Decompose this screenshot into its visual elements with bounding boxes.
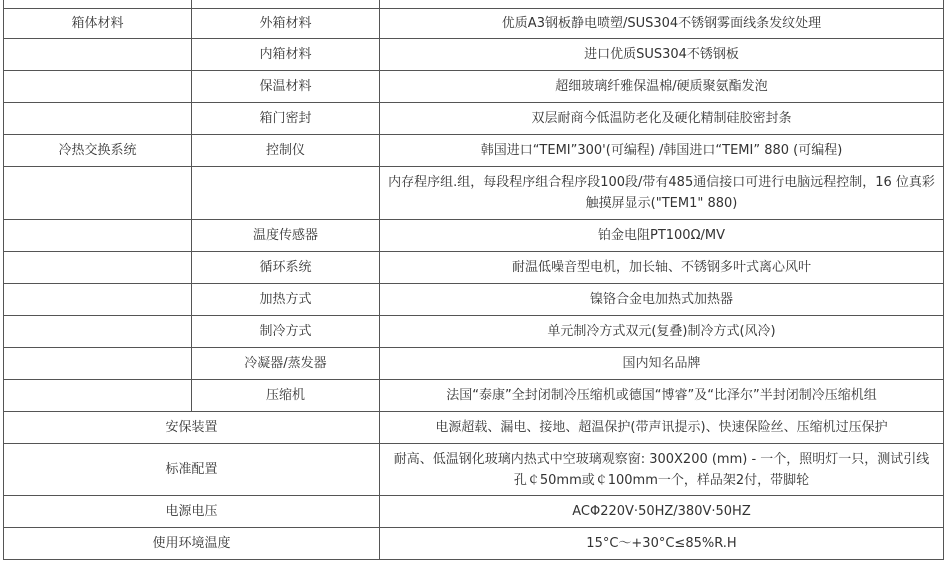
category-cell	[4, 39, 192, 71]
value-cell: 超细玻璃纤雅保温棉/硬质聚氨酯发泡	[380, 71, 944, 103]
category-cell	[4, 252, 192, 284]
item-cell: 冷凝器/蒸发器	[192, 348, 380, 380]
value-cell: 耐高、低温钢化玻璃内热式中空玻璃观察窗: 300X200 (mm) - 一个，照明灯一只，测试引线孔￠50mm或￠100mm一个，样品架2付，带脚轮	[380, 444, 944, 496]
value-cell: 双层耐商今低温防老化及硬化精制硅胶密封条	[380, 103, 944, 135]
category-cell	[4, 316, 192, 348]
item-cell: 温度传感器	[192, 220, 380, 252]
table-row	[4, 71, 944, 103]
value-cell: 镍铬合金电加热式加热器	[380, 284, 944, 316]
category-cell: 冷热交换系统	[4, 135, 192, 167]
item-cell: 循环系统	[192, 252, 380, 284]
wide-label-cell: 使用环境温度	[4, 528, 380, 560]
value-cell: 进口优质SUS304不锈钢板	[380, 39, 944, 71]
item-cell: 外箱材料	[192, 9, 380, 39]
wide-label-cell: 电源电压	[4, 496, 380, 528]
item-cell: 箱门密封	[192, 103, 380, 135]
category-cell	[4, 220, 192, 252]
table-row	[4, 380, 944, 412]
table-row	[4, 496, 944, 528]
value-cell: 优质A3钢板静电喷塑/SUS304不锈钢雾面线条发纹处理	[380, 9, 944, 39]
table-row	[4, 316, 944, 348]
category-cell	[4, 380, 192, 412]
category-cell	[4, 71, 192, 103]
item-cell: 制冷方式	[192, 316, 380, 348]
table-row	[4, 252, 944, 284]
table-row	[4, 444, 944, 496]
value-cell: 耐温低噪音型电机，加长轴、不锈钢多叶式离心风叶	[380, 252, 944, 284]
table-row	[4, 167, 944, 220]
table-row	[4, 9, 944, 39]
item-cell: 内箱材料	[192, 39, 380, 71]
value-cell: 电源超载、漏电、接地、超温保护(带声讯提示)、快速保险丝、压缩机过压保护	[380, 412, 944, 444]
item-cell	[192, 0, 380, 9]
category-cell	[4, 348, 192, 380]
wide-label-cell: 标准配置	[4, 444, 380, 496]
value-cell: 国内知名品牌	[380, 348, 944, 380]
value-cell	[380, 0, 944, 9]
spec-table	[3, 0, 944, 560]
table-row	[4, 135, 944, 167]
value-cell: 15°C～+30°C≤85%R.H	[380, 528, 944, 560]
category-cell: 箱体材料	[4, 9, 192, 39]
value-cell: 韩国进口“TEMI”300'(可编程) /韩国进口“TEMI” 880 (可编程)	[380, 135, 944, 167]
item-cell: 压缩机	[192, 380, 380, 412]
value-cell: 内存程序组.组，每段程序组合程序段100段/带有485通信接口可进行电脑远程控制，16 位真彩触摸屏显示("TEM1" 880)	[380, 167, 944, 220]
table-row	[4, 0, 944, 9]
value-cell: 铂金电阻PT100Ω/MV	[380, 220, 944, 252]
item-cell: 加热方式	[192, 284, 380, 316]
table-row	[4, 284, 944, 316]
wide-label-cell: 安保装置	[4, 412, 380, 444]
value-cell: 法国“泰康”全封闭制冷压缩机或德国“博睿”及“比泽尔”半封闭制冷压缩机组	[380, 380, 944, 412]
item-cell: 保温材料	[192, 71, 380, 103]
table-row	[4, 220, 944, 252]
table-row	[4, 348, 944, 380]
table-row	[4, 528, 944, 560]
category-cell	[4, 167, 192, 220]
value-cell: ACΦ220V·50HZ/380V·50HZ	[380, 496, 944, 528]
category-cell	[4, 284, 192, 316]
category-cell	[4, 0, 192, 9]
item-cell: 控制仪	[192, 135, 380, 167]
table-row	[4, 39, 944, 71]
table-row	[4, 412, 944, 444]
table-row	[4, 103, 944, 135]
value-cell: 单元制冷方式双元(复叠)制冷方式(风冷)	[380, 316, 944, 348]
category-cell	[4, 103, 192, 135]
item-cell	[192, 167, 380, 220]
